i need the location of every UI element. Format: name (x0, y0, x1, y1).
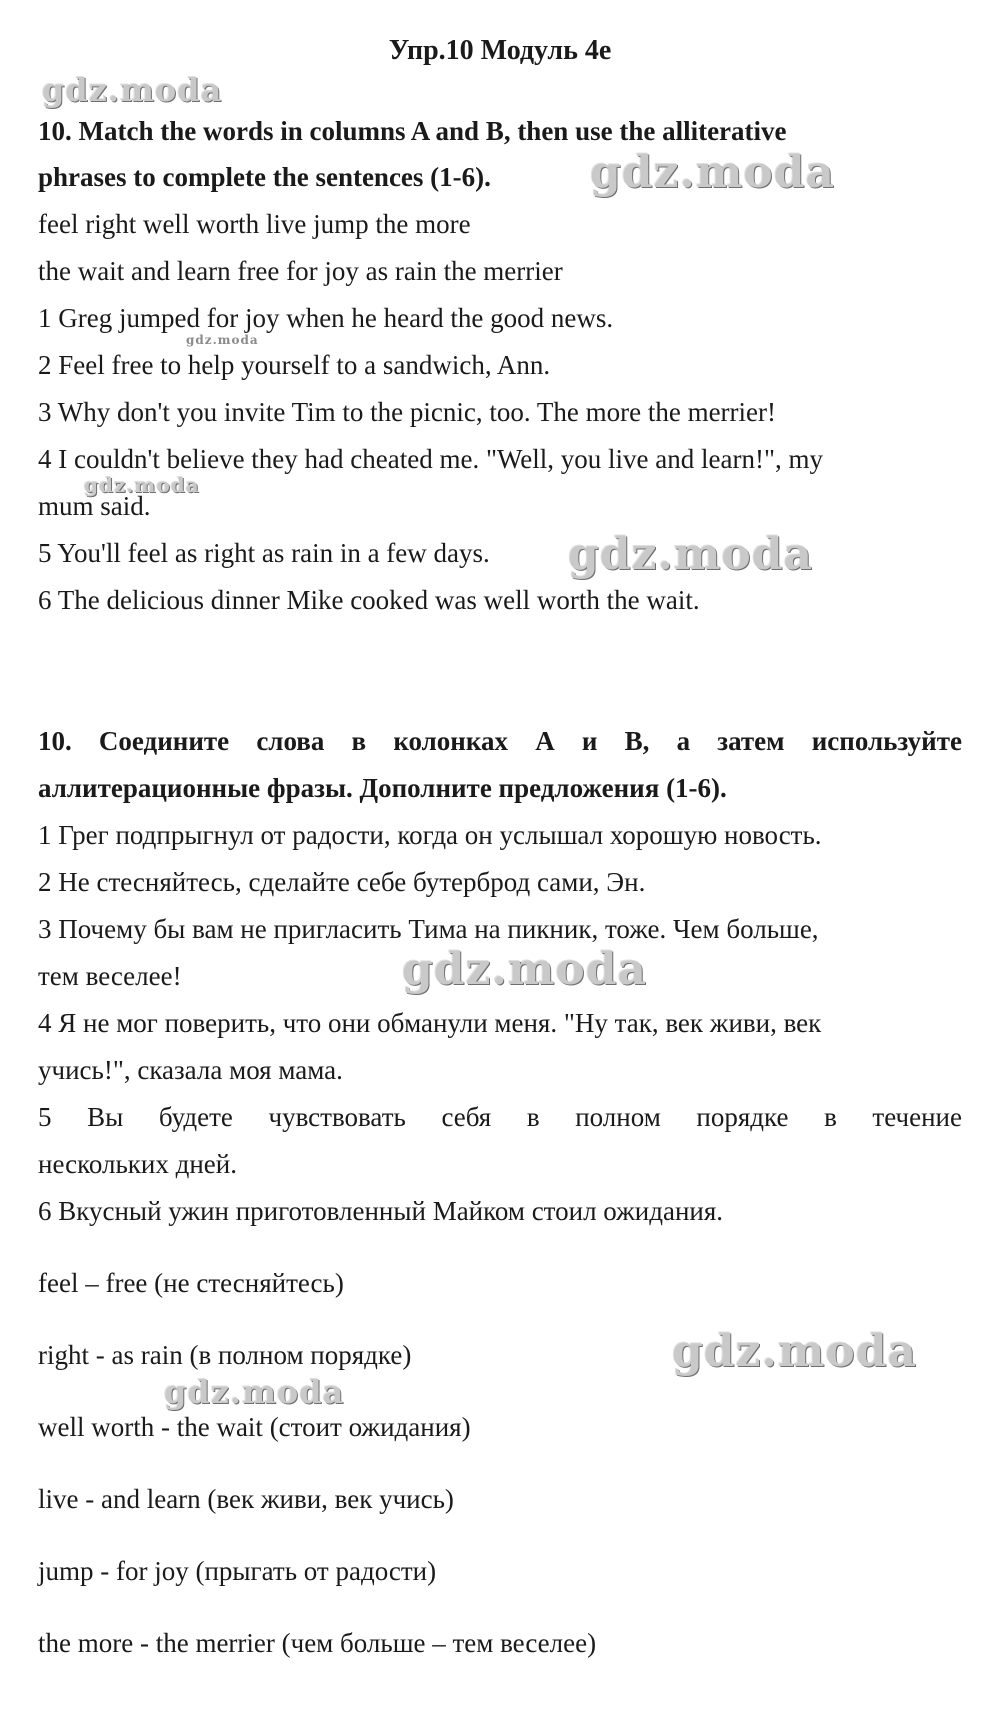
english-sentence-3: 3 Why don't you invite Tim to the picnic, too. The more the merrier! (38, 397, 777, 427)
column-b-words: the wait and learn free for joy as rain the merrier (38, 256, 563, 286)
watermark: gdz.moda (672, 1326, 918, 1377)
russian-sentence-1: 1 Грег подпрыгнул от радости, когда он услышал хорошую новость. (38, 820, 822, 850)
english-sentence-2: 2 Feel free to help yourself to a sandwich, Ann. (38, 350, 551, 380)
english-sentence-5: 5 You'll feel as right as rain in a few days. (38, 538, 490, 568)
english-sentence-1: 1 Greg jumped for joy when he heard the good news. (38, 303, 614, 333)
russian-heading-line2: аллитерационные фразы. Дополните предложения (1-6). (38, 773, 727, 803)
english-sentence-4: 4 I couldn't believe they had cheated me. "Well, you live and learn!", my (38, 444, 823, 474)
english-heading-line2: phrases to complete the sentences (1-6). (38, 162, 491, 192)
watermark: gdz.moda (402, 944, 648, 995)
russian-sentence-4: 4 Я не мог поверить, что они обманули меня. "Ну так, век живи, век (38, 1008, 822, 1038)
russian-sentence-5: 5 Вы будете чувствовать себя в полном порядке в течение (38, 1102, 962, 1132)
russian-sentence-2: 2 Не стесняйтесь, сделайте себе бутерброд сами, Эн. (38, 867, 646, 897)
russian-sentence-3-cont: тем веселее! (38, 961, 182, 991)
page-title: Упр.10 Модуль 4е (388, 35, 612, 66)
watermark: gdz.moda (42, 71, 223, 109)
watermark: gdz.moda (164, 1373, 345, 1411)
english-sentence-6: 6 The delicious dinner Mike cooked was well worth the wait. (38, 585, 700, 615)
russian-sentence-5-cont: нескольких дней. (38, 1149, 237, 1179)
english-sentence-4-cont: mum said. (38, 491, 151, 521)
english-heading-line1: 10. Match the words in columns A and B, then use the alliterative (38, 116, 787, 146)
pair-4: live - and learn (век живи, век учись) (38, 1484, 454, 1514)
column-a-words: feel right well worth live jump the more (38, 209, 471, 239)
russian-sentence-4-cont: учись!", сказала моя мама. (38, 1055, 343, 1085)
pair-6: the more - the merrier (чем больше – тем веселее) (38, 1628, 597, 1658)
watermark: gdz.moda (186, 333, 259, 347)
russian-sentence-3: 3 Почему бы вам не пригласить Тима на пикник, тоже. Чем больше, (38, 914, 819, 944)
pair-3: well worth - the wait (стоит ожидания) (38, 1412, 471, 1442)
watermark: gdz.moda (568, 529, 814, 580)
pair-5: jump - for joy (прыгать от радости) (38, 1556, 437, 1586)
russian-sentence-6: 6 Вкусный ужин приготовленный Майком стоил ожидания. (38, 1196, 724, 1226)
watermark: gdz.moda (84, 473, 200, 497)
pair-1: feel – free (не стесняйтесь) (38, 1268, 344, 1298)
watermark: gdz.moda (590, 147, 836, 198)
russian-heading-line1: 10. Соедините слова в колонках А и В, а затем используйте (38, 726, 962, 756)
pair-2: right - as rain (в полном порядке) (38, 1340, 412, 1370)
